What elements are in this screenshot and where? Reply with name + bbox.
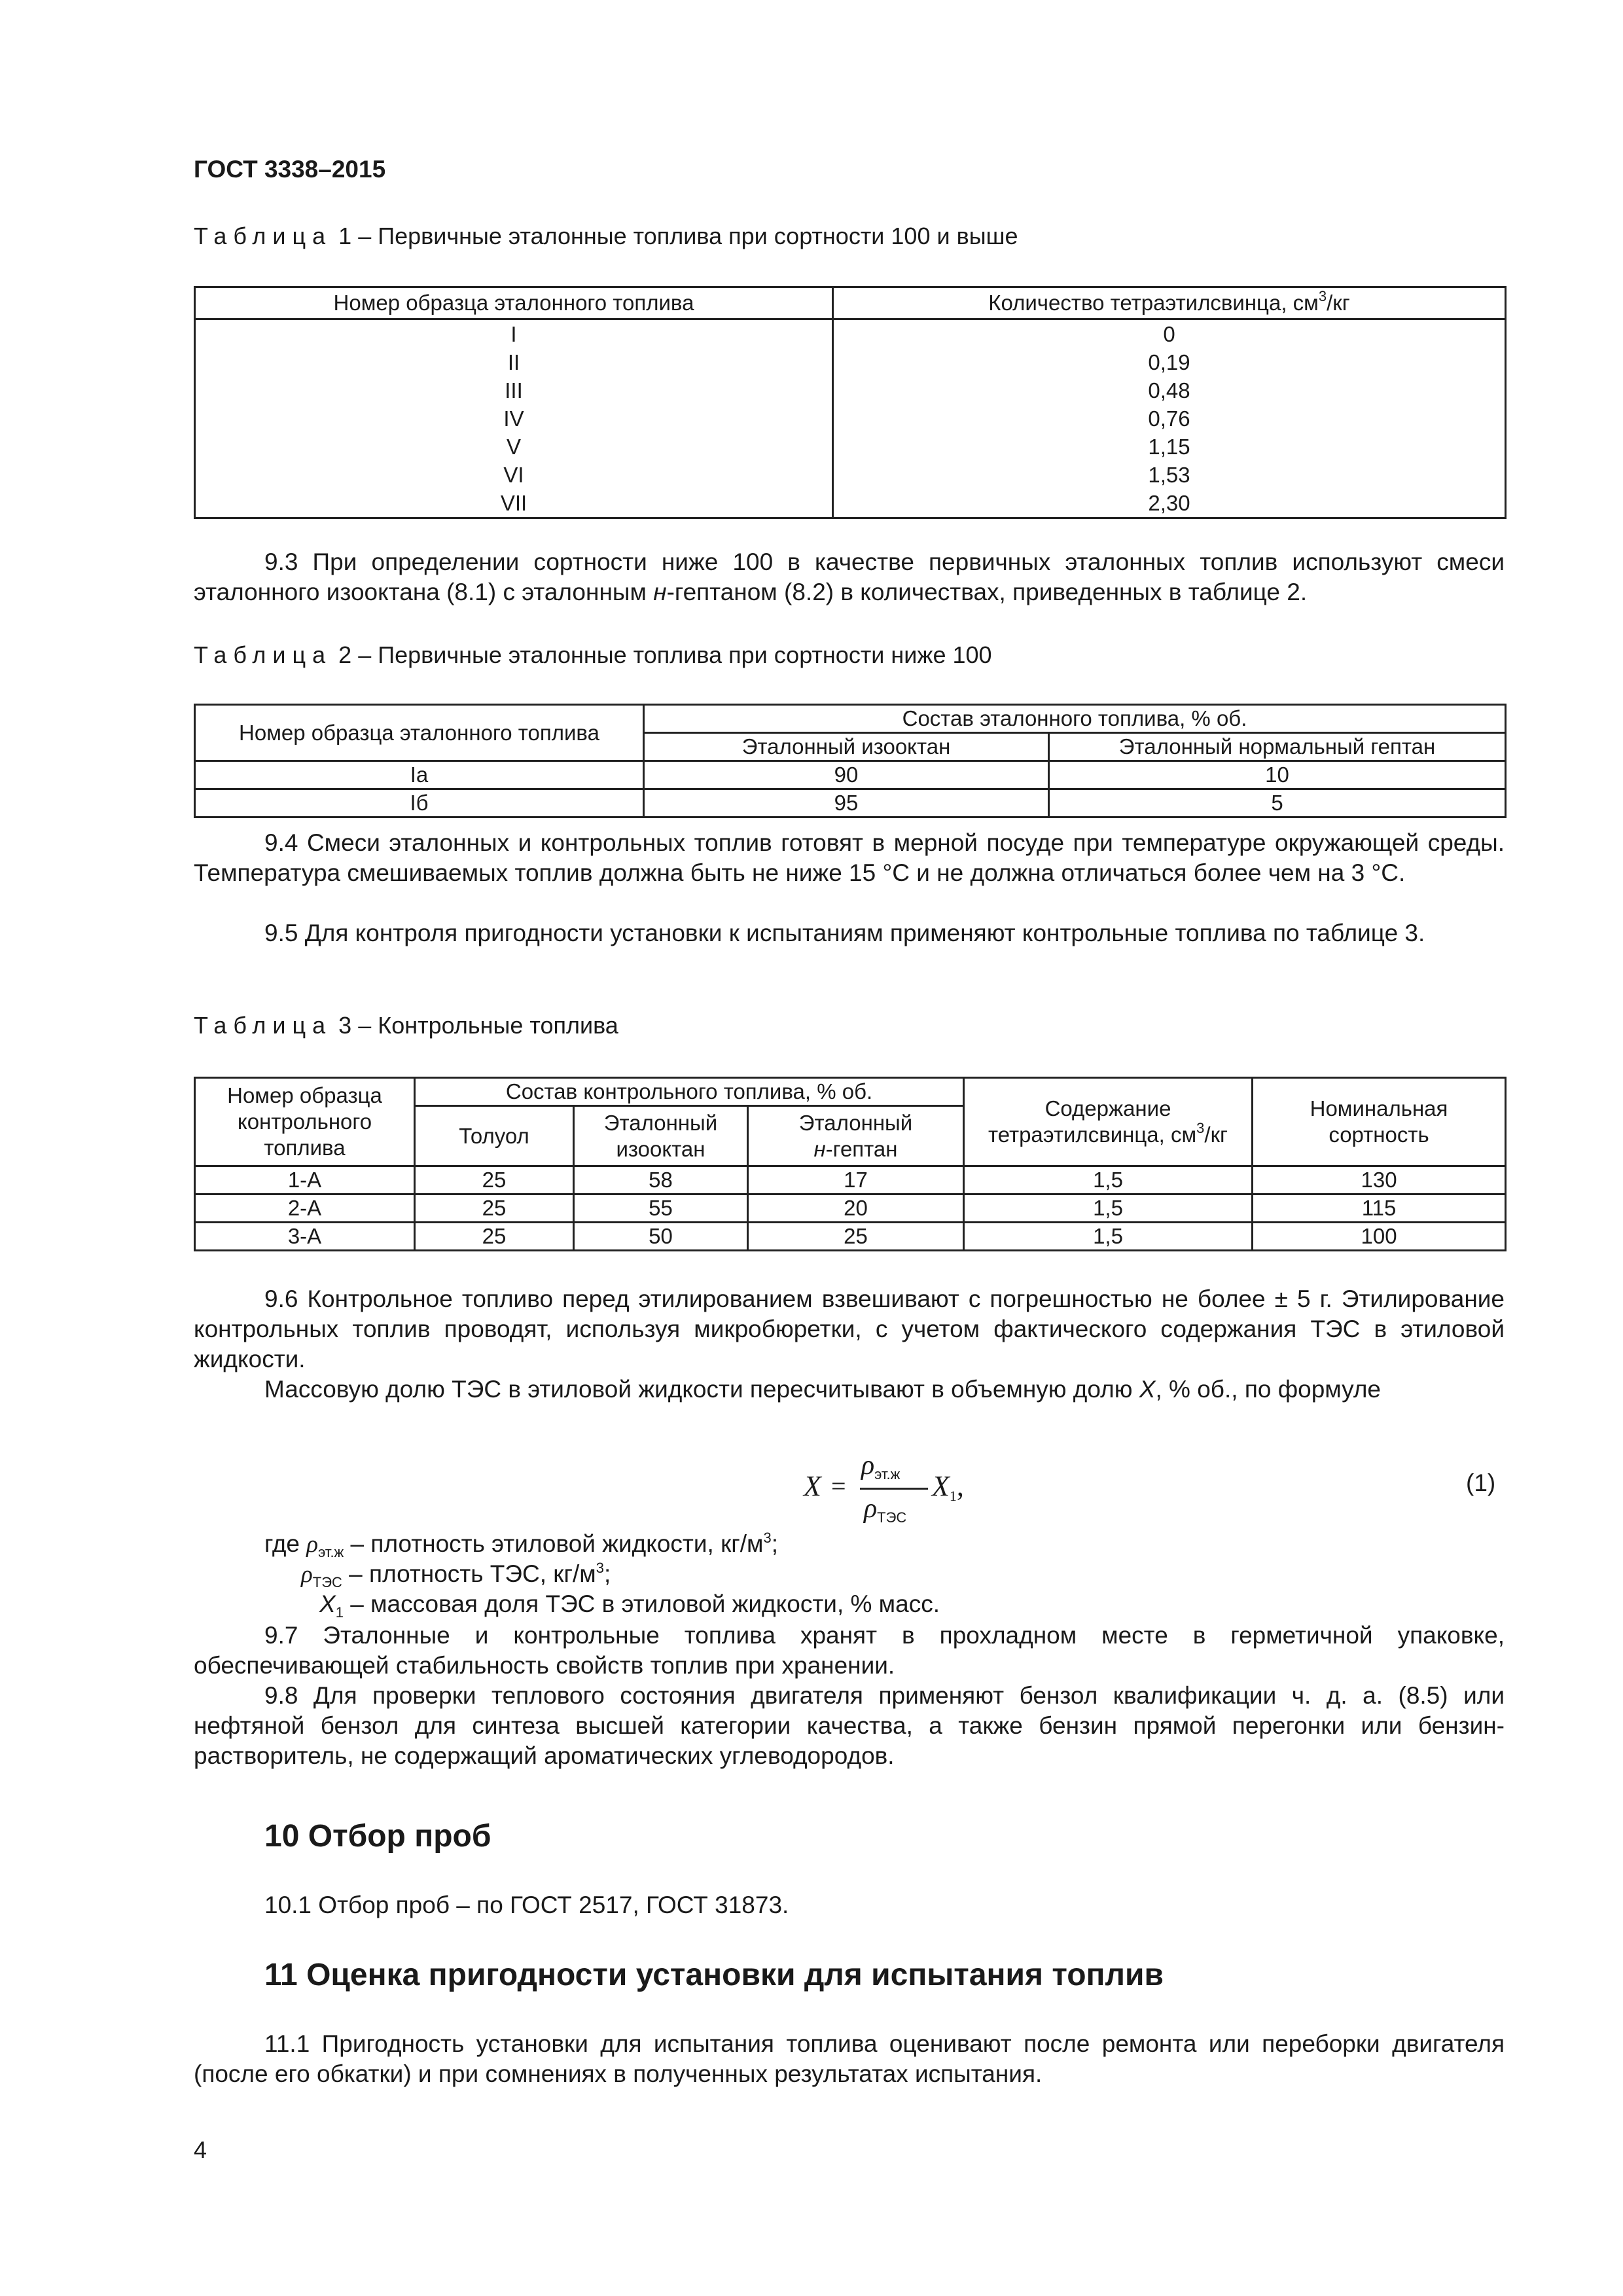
table1-cell-sample: VII [195,489,833,518]
table3-cell-toluene: 25 [415,1166,574,1194]
table-row [195,348,1506,376]
table1-cell-amount: 0,19 [833,348,1506,376]
table2-header-row [195,705,1506,733]
table1 [194,286,1507,519]
table2-col-heptane-header: Эталонный нормальный гептан [1049,733,1506,761]
table1-caption-text: 1 – Первичные эталонные топлива при сортности 100 и выше [338,223,1018,249]
table3-cell-heptane: 25 [748,1223,964,1251]
table3-cell-rating: 100 [1253,1223,1506,1251]
paragraph-9-8: 9.8 Для проверки теплового состояния двигателя применяют бензол квалификации ч. д. а. (8.5) или нефтяной бензол для синтеза высшей категории качества, а также бензин прямой перегонки или бензин-растворитель, не содержащий ароматических углеводородов. [194,1682,1505,1769]
table3-cell-rating: 130 [1253,1166,1506,1194]
paragraph-9-4: 9.4 Смеси эталонных и контрольных топлив готовят в мерной посуде при температуре окружающей среды. Температура смешиваемых топлив должна быть не ниже 15 °С и не должна отличаться более чем на 3 °С. [194,829,1505,886]
table1-caption-prefix: Таблица [194,223,332,249]
table1-header-row [195,287,1506,319]
table1-cell-sample: II [195,348,833,376]
table1-cell-sample: III [195,376,833,404]
table-row [195,789,1506,817]
table3-col-sample-header: Номер образца контрольного топлива [195,1078,415,1166]
formula-x1: $X_1$, [932,1470,964,1504]
table3-group-header: Состав контрольного топлива, % об. [415,1078,964,1106]
table3-cell-heptane: 17 [748,1166,964,1194]
formula-1 [804,1450,974,1535]
paragraph-9-7: 9.7 Эталонные и контрольные топлива хранят в прохладном месте в герметичной упаковке, обеспечивающей стабильность свойств топлив при хранении. [194,1622,1505,1679]
where-line-1: где $\rho_{эт.ж}$ – плотность этиловой жидкости, $кг/м^3$; [264,1530,779,1560]
table2 [194,704,1507,818]
formula-numerator: $\rho_{эт.ж}$ [861,1450,901,1482]
table1-cell-amount: 1,15 [833,433,1506,461]
table-row [195,404,1506,433]
paragraph-mass-fraction: Массовую долю ТЭС в этиловой жидкости пересчитывают в объемную долю X, % об., по формуле [264,1376,1382,1403]
section-11-heading: 11 Оценка пригодности установки для испытания топлив [264,1958,1164,1992]
table1-cell-amount: 0 [833,319,1506,349]
table3-cell-heptane: 20 [748,1194,964,1223]
where-line-3: $X_1$ – массовая доля ТЭС в этиловой жидкости, % масс. [319,1590,940,1621]
paragraph-11-1: 11.1 Пригодность установки для испытания топлива оценивают после ремонта или переборки двигателя (после его обкатки) и при сомнениях в полученных результатах испытания. [194,2030,1505,2087]
page-number: 4 [194,2136,207,2163]
where-line-2: $\rho_{ТЭС}$ – плотность ТЭС, $кг/м^3$; [301,1560,611,1590]
table2-caption [194,641,992,669]
table3-cell-toluene: 25 [415,1194,574,1223]
table3-header-row [195,1078,1506,1106]
table3-caption [194,1012,618,1039]
table1-cell-amount: 0,76 [833,404,1506,433]
table3-cell-sample: 3-А [195,1223,415,1251]
table2-cell-sample: Iа [195,761,644,789]
table-row [195,1223,1506,1251]
table3-cell-isooctane: 58 [574,1166,748,1194]
table1-cell-amount: 2,30 [833,489,1506,518]
table1-cell-sample: IV [195,404,833,433]
table-row [195,461,1506,489]
paragraph-9-5: 9.5 Для контроля пригодности установки к испытаниям применяют контрольные топлива по таблице 3. [264,920,1425,946]
table3-cell-tes: 1,5 [964,1223,1253,1251]
table2-col-isooctane-header: Эталонный изооктан [644,733,1049,761]
table3-cell-isooctane: 50 [574,1223,748,1251]
table1-cell-sample: I [195,319,833,349]
table-row [195,433,1506,461]
table3 [194,1077,1507,1251]
table3-col-rating-header: Номинальная сортность [1253,1078,1506,1166]
table-row [195,1166,1506,1194]
paragraph-10-1: 10.1 Отбор проб – по ГОСТ 2517, ГОСТ 31873. [264,1892,789,1918]
formula-equals: = [831,1471,846,1501]
formula-denominator: $\rho_{ТЭС}$ [864,1494,907,1526]
table2-caption-prefix: Таблица [194,641,332,668]
table2-cell-heptane: 10 [1049,761,1506,789]
table3-col-heptane-header: Эталонный н-гептан [748,1106,964,1166]
table1-cell-sample: VI [195,461,833,489]
table3-col-toluene-header: Толуол [415,1106,574,1166]
table2-col-sample-header: Номер образца эталонного топлива [195,705,644,761]
table-row [195,489,1506,518]
table2-caption-text: 2 – Первичные эталонные топлива при сортности ниже 100 [338,641,992,668]
table3-cell-rating: 115 [1253,1194,1506,1223]
table-row [195,1194,1506,1223]
paragraph-9-3: 9.3 При определении сортности ниже 100 в качестве первичных эталонных топлив используют смеси эталонного изооктана (8.1) с эталонным н-гептаном (8.2) в количествах, приведенных в таблице 2. [194,548,1505,605]
table2-cell-isooctane: 95 [644,789,1049,817]
table2-cell-sample: Iб [195,789,644,817]
table3-col-tes-header: Содержание тетраэтилсвинца, $см^3/кг$ [964,1078,1253,1166]
table1-cell-amount: 1,53 [833,461,1506,489]
table3-cell-sample: 2-А [195,1194,415,1223]
formula-number: (1) [1466,1469,1496,1496]
table3-cell-isooctane: 55 [574,1194,748,1223]
table-row [195,761,1506,789]
table1-caption [194,223,1018,250]
table2-cell-heptane: 5 [1049,789,1506,817]
table1-col-amount-header: Количество тетраэтилсвинца, $см^3/кг$ [833,287,1506,319]
table3-caption-text: 3 – Контрольные топлива [338,1012,618,1039]
document-header: ГОСТ 3338–2015 [194,156,386,183]
table1-col-sample-header: Номер образца эталонного топлива [195,287,833,319]
table1-cell-amount: 0,48 [833,376,1506,404]
table1-cell-sample: V [195,433,833,461]
table-row [195,376,1506,404]
paragraph-9-6: 9.6 Контрольное топливо перед этилированием взвешивают с погрешностью не более ± 5 г. Этилирование контрольных топлив проводят, используя микробюретки, с учетом фактического содержания ТЭС в этиловой жидкости. [194,1285,1505,1372]
formula-lhs: X [804,1470,821,1502]
table3-cell-sample: 1-А [195,1166,415,1194]
table-row [195,319,1506,349]
table3-col-isooctane-header: Эталонный изооктан [574,1106,748,1166]
table3-caption-prefix: Таблица [194,1012,332,1039]
table3-cell-toluene: 25 [415,1223,574,1251]
formula-fraction-bar [860,1488,928,1490]
table2-group-header: Состав эталонного топлива, % об. [644,705,1506,733]
table2-cell-isooctane: 90 [644,761,1049,789]
table3-cell-tes: 1,5 [964,1194,1253,1223]
section-10-heading: 10 Отбор проб [264,1819,491,1854]
table3-cell-tes: 1,5 [964,1166,1253,1194]
